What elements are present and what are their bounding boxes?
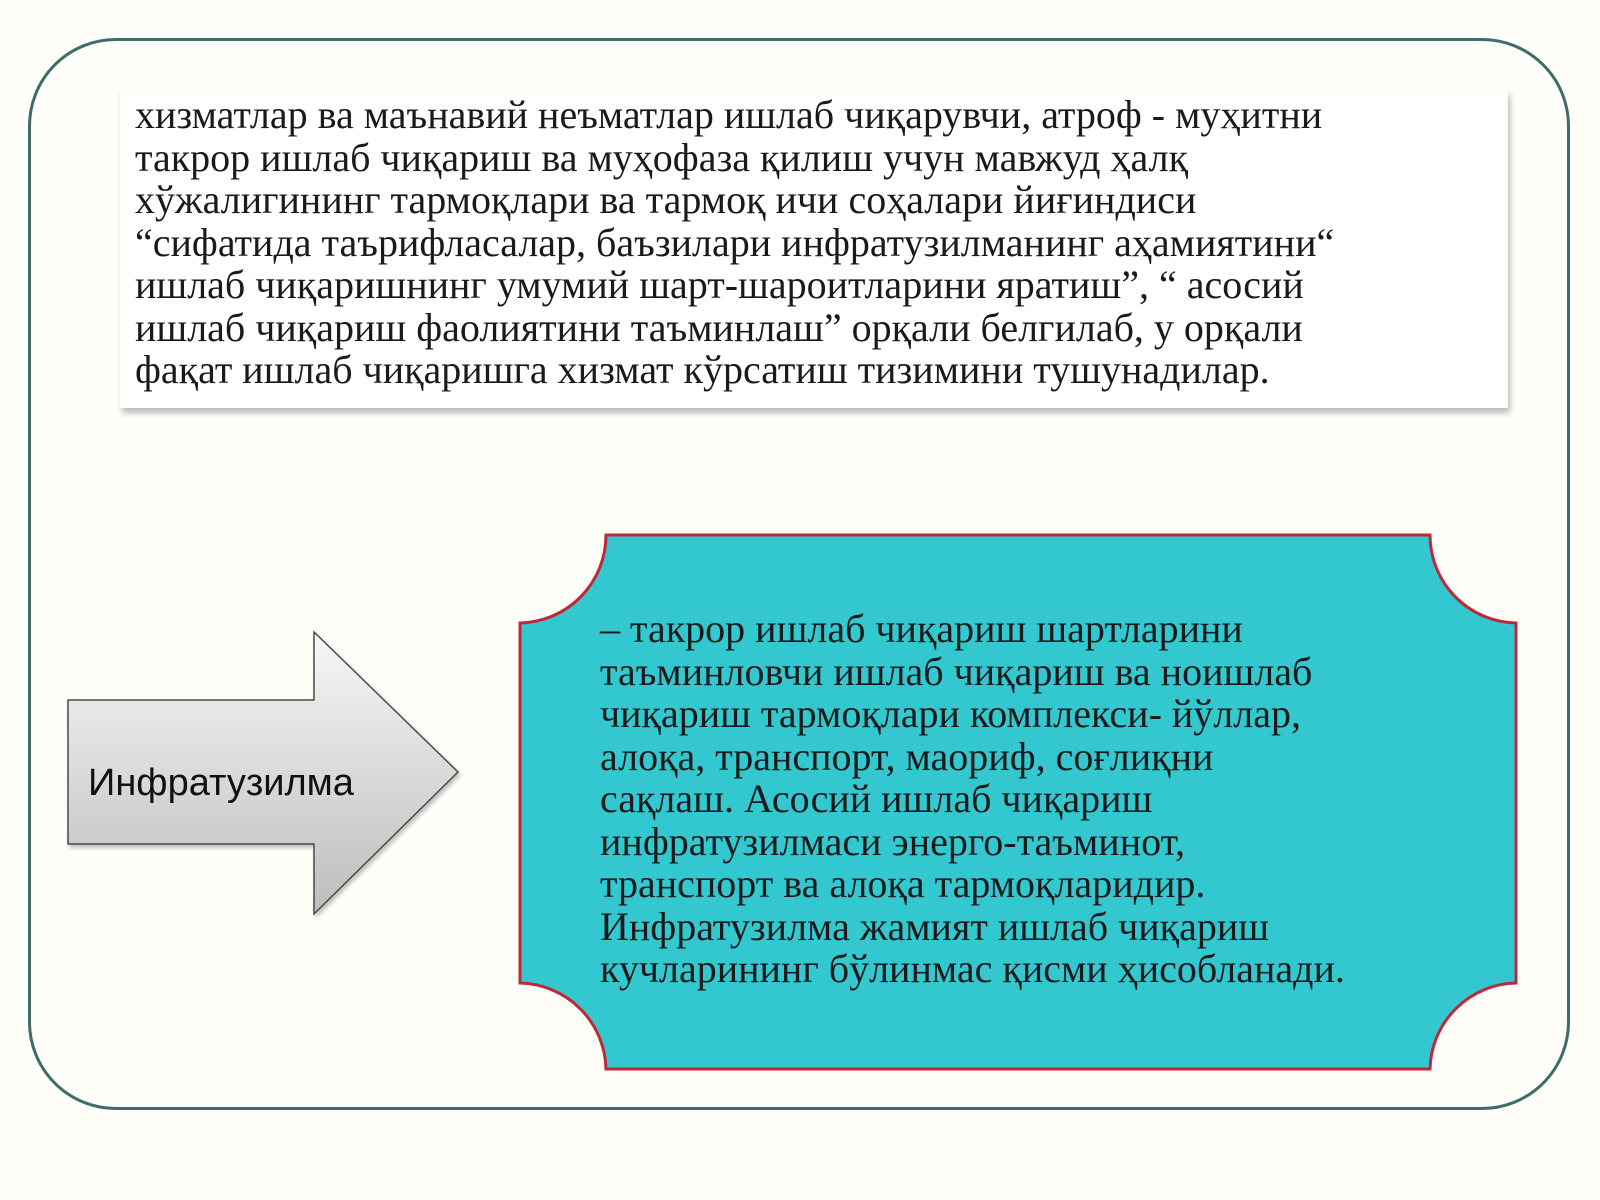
- arrow-label: Инфратузилма: [88, 762, 354, 804]
- plaque-text: – такрор ишлаб чиқариш шартларини таъминловчи ишлаб чиқариш ва ноишлаб чиқариш тармоқлари комплекси- йўллар, алоқа, транспорт, маориф, соғлиқни сақлаш. Асосий ишлаб чиқариш инфратузилмаси энерго-таъминот, транспорт ва алоқа тармоқларидир. Инфратузилма жамият ишлаб чиқариш кучларининг бўлинмас қисми ҳисобланади.: [600, 606, 1345, 991]
- definition-text: хизматлар ва маънавий неъматлар ишлаб чиқарувчи, атроф - муҳитни такрор ишлаб чиқариш ва муҳофаза қилиш учун мавжуд ҳалқ хўжалигининг тармоқлари ва тармоқ ичи соҳалари йиғиндиси “сифатида таърифласалар, баъзилари инфратузилманинг аҳамиятини“ ишлаб чиқаришнинг умумий шарт-шароитларини яратиш”, “ асосий ишлаб чиқариш фаолиятини таъминлаш” орқали белгилаб, у орқали фақат ишлаб чиқаришга хизмат кўрсатиш тизимини тушунадилар.: [135, 92, 1335, 392]
- definition-text-box: [120, 90, 1508, 408]
